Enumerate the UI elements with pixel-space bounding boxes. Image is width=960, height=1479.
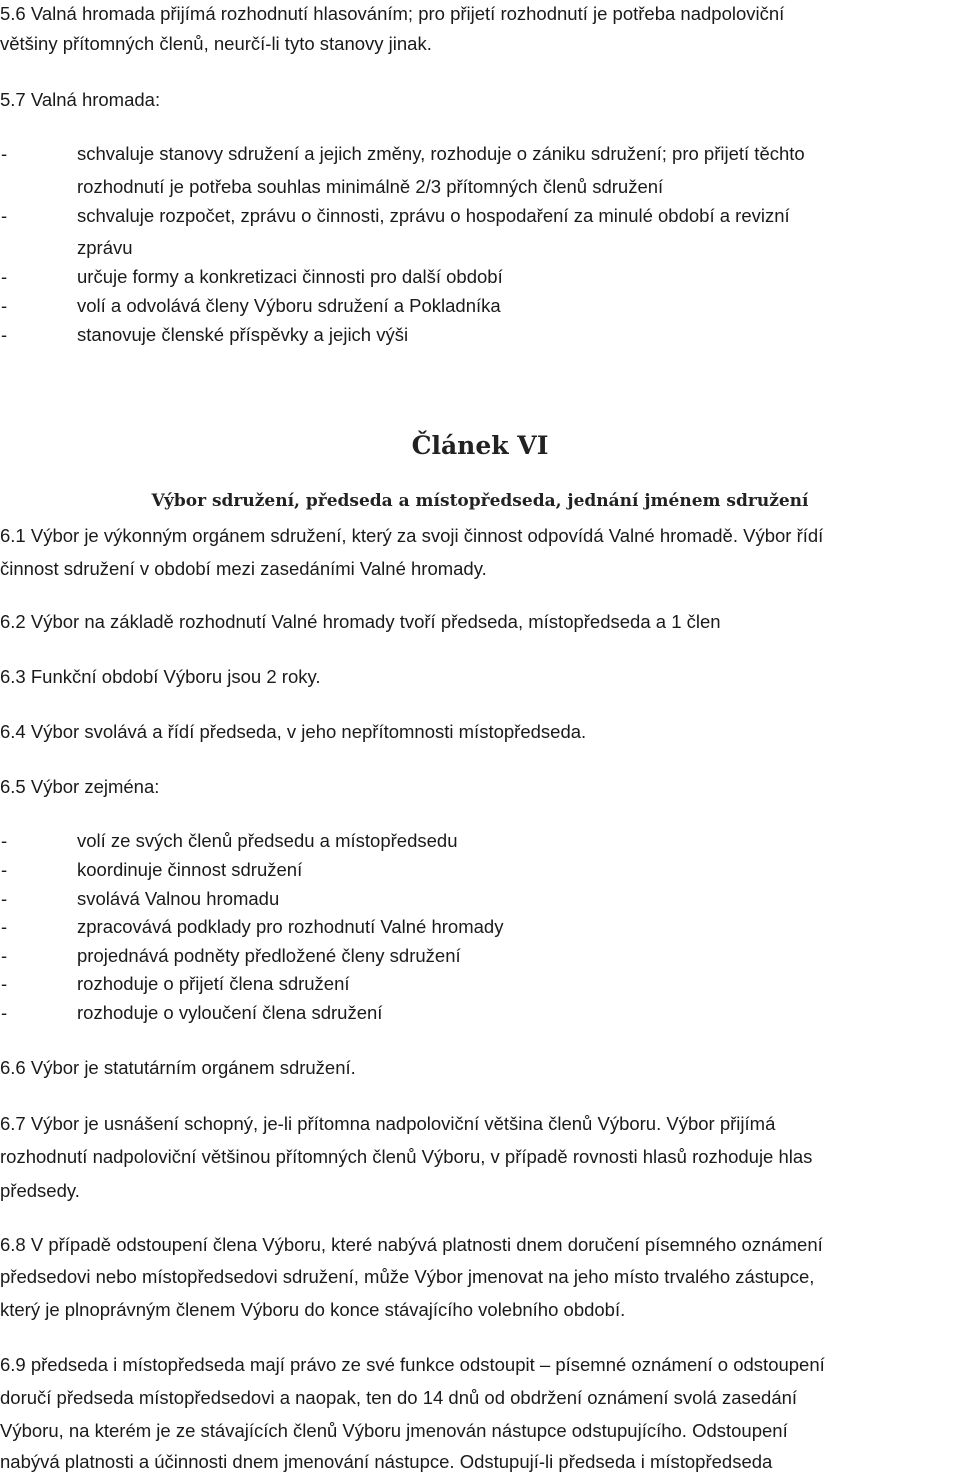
list-item [0,265,900,289]
list-dash: - [1,266,8,287]
paragraph-6-9-line-3: Výboru, na kterém je ze stávajících členů Výboru jmenován nástupce odstupujícího. Odstoupení [0,1420,788,1441]
list-item-text: svolává Valnou hromadu [77,888,280,909]
list-item [0,944,900,968]
list-item-text: určuje formy a konkretizaci činnosti pro další období [77,266,503,287]
list-dash: - [1,1002,8,1023]
list-item-text: rozhoduje o přijetí člena sdružení [77,973,350,994]
paragraph-6-1-line-1: 6.1 Výbor je výkonným orgánem sdružení, který za svoji činnost odpovídá Valné hromadě. Výbor řídí [0,525,824,546]
list-dash: - [1,205,8,226]
paragraph-6-8-line-1: 6.8 V případě odstoupení člena Výboru, které nabývá platnosti dnem doručení písemného oznámení [0,1234,823,1255]
list-item [0,142,900,166]
paragraph-6-7-line-1: 6.7 Výbor je usnášení schopný, je-li přítomna nadpoloviční většina členů Výboru. Výbor přijímá [0,1113,776,1134]
list-item [0,972,900,996]
list-item-text: zpracovává podklady pro rozhodnutí Valné hromady [77,916,504,937]
list-item-text: volí a odvolává členy Výboru sdružení a Pokladníka [77,295,501,316]
list-item-continuation: zprávu [77,237,133,258]
list-item-text: projednává podněty předložené členy sdružení [77,945,461,966]
list-item [0,323,900,347]
list-item [0,829,900,853]
list-item-text: rozhoduje o vyloučení člena sdružení [77,1002,383,1023]
list-item-text: koordinuje činnost sdružení [77,859,303,880]
list-item-continuation: rozhodnutí je potřeba souhlas minimálně 2/3 přítomných členů sdružení [77,176,664,197]
paragraph-6-9-line-4: nabývá platnosti a účinnosti dnem jmenování nástupce. Odstupují-li předseda i místopředseda [0,1451,773,1472]
paragraph-6-5-title: 6.5 Výbor zejména: [0,776,160,797]
paragraph-6-7-line-3: předsedy. [0,1180,80,1201]
paragraph-5-6-line-1: 5.6 Valná hromada přijímá rozhodnutí hlasováním; pro přijetí rozhodnutí je potřeba nadpoloviční [0,3,785,24]
list-item-text: stanovuje členské příspěvky a jejich výši [77,324,409,345]
list-item [0,294,900,318]
paragraph-6-2: 6.2 Výbor na základě rozhodnutí Valné hromady tvoří předseda, místopředseda a 1 člen [0,611,721,632]
article-subtitle: Výbor sdružení, předseda a místopředseda, jednání jménem sdružení [151,491,809,511]
list-dash: - [1,916,8,937]
list-item [0,858,900,882]
list-dash: - [1,830,8,851]
list-dash: - [1,143,8,164]
list-item-text: schvaluje stanovy sdružení a jejich změny, rozhoduje o zániku sdružení; pro přijetí těchto [77,143,805,164]
list-item [0,204,900,228]
paragraph-6-8-line-3: který je plnoprávným členem Výboru do konce stávajícího volebního období. [0,1299,626,1320]
paragraph-6-4: 6.4 Výbor svolává a řídí předseda, v jeho nepřítomnosti místopředseda. [0,721,587,742]
paragraph-6-9-line-2: doručí předseda místopředsedovi a naopak, ten do 14 dnů od obdržení oznámení svolá zasedání [0,1387,798,1408]
list-item-text: schvaluje rozpočet, zprávu o činnosti, zprávu o hospodaření za minulé období a revizní [77,205,790,226]
list-item [0,887,900,911]
paragraph-6-1-line-2: činnost sdružení v období mezi zasedáními Valné hromady. [0,558,487,579]
list-item-text: volí ze svých členů předsedu a místopředsedu [77,830,458,851]
list-item [0,915,900,939]
paragraph-6-8-line-2: předsedovi nebo místopředsedovi sdružení, může Výbor jmenovat na jeho místo trvalého zástupce, [0,1266,815,1287]
list-dash: - [1,973,8,994]
paragraph-6-7-line-2: rozhodnutí nadpoloviční většinou přítomných členů Výboru, v případě rovnosti hlasů rozhoduje hlas [0,1146,813,1167]
paragraph-6-3: 6.3 Funkční období Výboru jsou 2 roky. [0,666,321,687]
article-title: Článek VI [411,431,549,460]
list-dash: - [1,859,8,880]
paragraph-6-6: 6.6 Výbor je statutárním orgánem sdružení. [0,1057,356,1078]
paragraph-5-6-line-2: většiny přítomných členů, neurčí-li tyto stanovy jinak. [0,33,432,54]
list-dash: - [1,295,8,316]
list-dash: - [1,888,8,909]
list-item [0,1001,900,1025]
paragraph-5-7-title: 5.7 Valná hromada: [0,89,161,110]
paragraph-6-9-line-1: 6.9 předseda i místopředseda mají právo ze své funkce odstoupit – písemné oznámení o odstoupení [0,1354,825,1375]
list-dash: - [1,324,8,345]
list-dash: - [1,945,8,966]
